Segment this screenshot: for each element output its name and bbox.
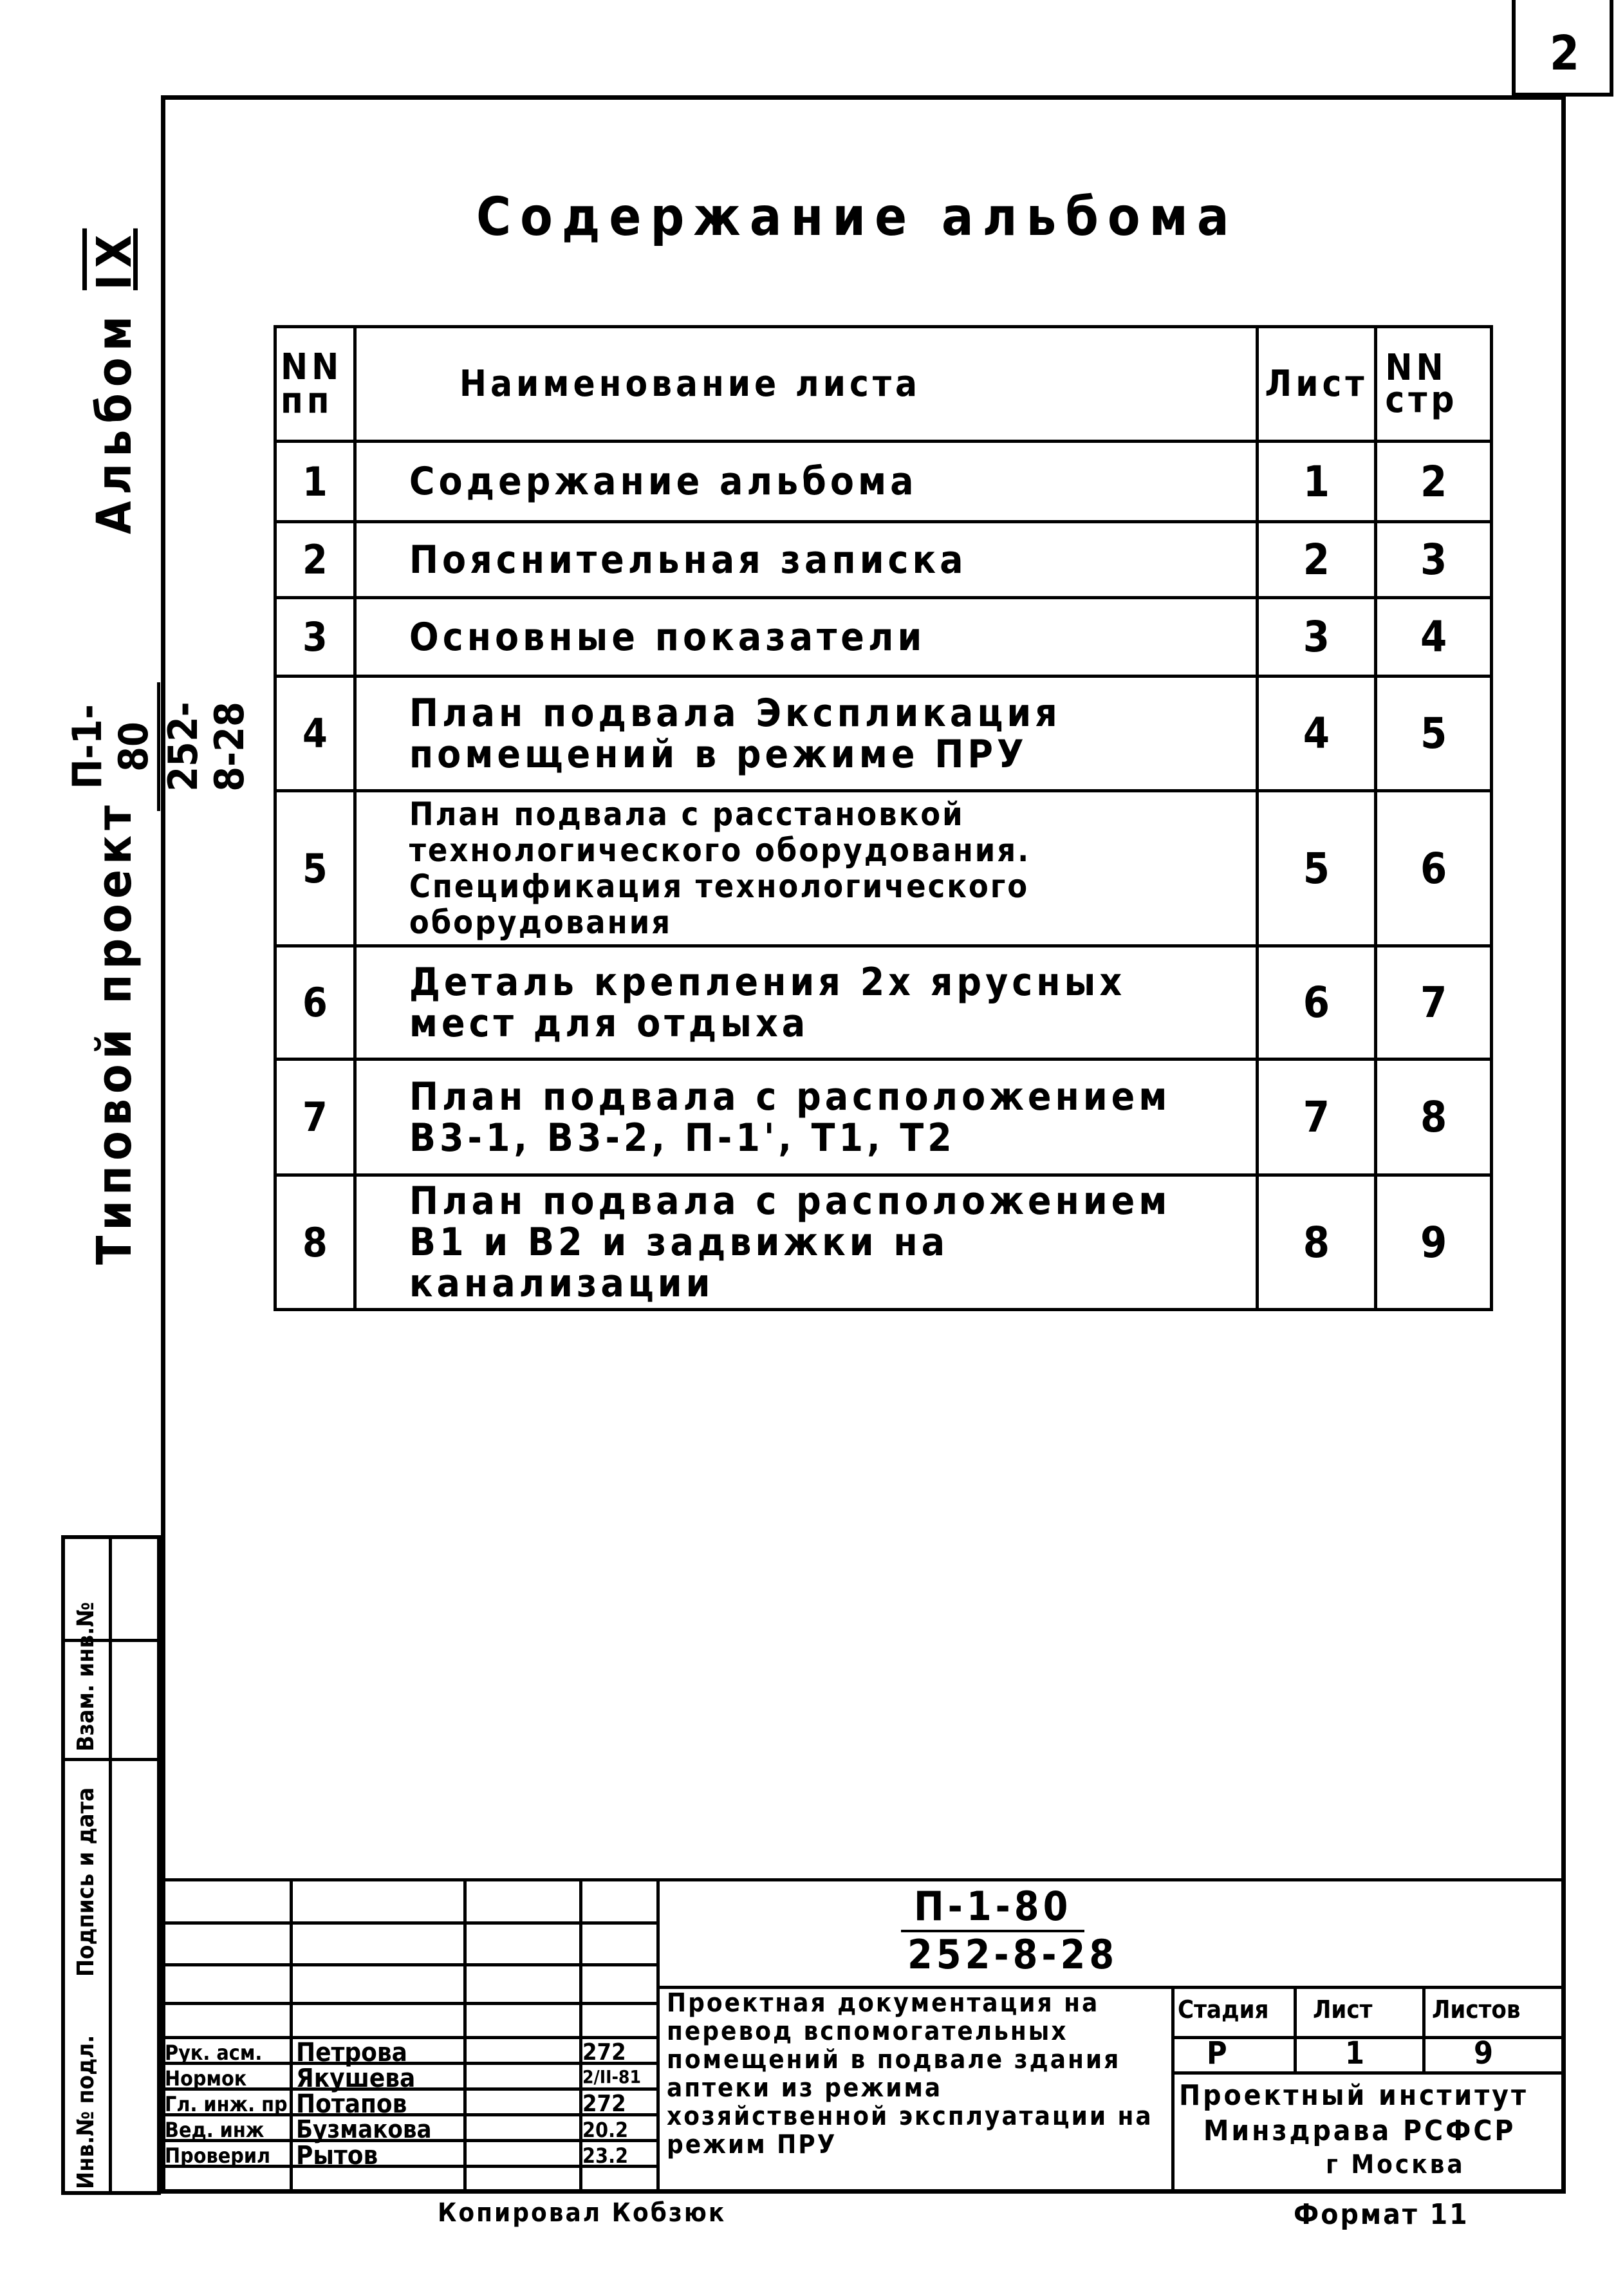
row-number: 6: [275, 946, 355, 1059]
side-album-number: IX: [87, 228, 142, 290]
tb-sheet: 1: [1345, 2035, 1365, 2071]
tb-stage: Р: [1207, 2035, 1227, 2071]
row-page: 3: [1376, 522, 1492, 598]
row-sheet: 7: [1257, 1059, 1376, 1175]
tb-sheets: 9: [1474, 2035, 1494, 2071]
row-number: 5: [275, 791, 355, 946]
table-header-row: [275, 327, 1492, 442]
row-sheet: 2: [1257, 522, 1376, 598]
tb-col: [656, 1878, 660, 2194]
tb-col: [290, 1878, 293, 2194]
side-album: [87, 229, 142, 534]
row-name: Пояснительная записка: [355, 522, 1257, 598]
row-number: 4: [275, 677, 355, 791]
row-name: План подвала Экспликация помещений в режиме ПРУ: [355, 677, 1257, 791]
tb-date: 23.2: [582, 2143, 629, 2168]
row-sheet: 4: [1257, 677, 1376, 791]
tb-col: [1294, 1986, 1297, 2071]
tb-description: Проектная документация на перевод вспомогательных помещений в подвале здания аптеки из режима хозяйственной эксплуатации на режим ПРУ: [667, 1988, 1153, 2160]
page-number-box: [1512, 0, 1613, 97]
tb-name: Потапов: [296, 2089, 407, 2119]
side-code-top: П-1-80: [64, 682, 160, 811]
row-page: 4: [1376, 598, 1492, 677]
stamp-divider: [109, 1539, 112, 2191]
tb-sheets-label: Листов: [1432, 1995, 1521, 2024]
tb-org-line2: Минздрава РСФСР: [1203, 2114, 1516, 2147]
tb-name: Рытов: [296, 2141, 378, 2170]
row-name: План подвала с расстановкой технологического оборудования. Спецификация технологического оборудования: [355, 791, 1257, 946]
header-page: [1376, 327, 1492, 442]
header-name: [355, 327, 1257, 442]
tb-name: Петрова: [296, 2038, 407, 2067]
row-page: 5: [1376, 677, 1492, 791]
row-name: Основные показатели: [355, 598, 1257, 677]
tb-role: Проверил: [165, 2143, 271, 2168]
box-divider: [1610, 0, 1613, 97]
tb-org-line1: Проектный институт: [1179, 2079, 1528, 2112]
tb-col: [1171, 1986, 1175, 2194]
page-number: 2: [1549, 26, 1580, 81]
tb-col: [463, 1878, 467, 2194]
row-number: 8: [275, 1175, 355, 1310]
row-sheet: 6: [1257, 946, 1376, 1059]
side-album-label: Альбом: [87, 309, 142, 534]
tb-code-bottom: 252-8-28: [907, 1931, 1119, 1978]
stamp-vzam: Взам. инв.№: [73, 1601, 99, 1751]
row-name: План подвала с расположением В1 и В2 и задвижки на канализации: [355, 1175, 1257, 1310]
header-sheet-text: Лист: [1265, 363, 1368, 405]
row-number: 7: [275, 1059, 355, 1175]
row-page: 9: [1376, 1175, 1492, 1310]
tb-role: Гл. инж. пр: [165, 2092, 288, 2116]
side-code-bottom: 252-8-28: [160, 702, 253, 792]
table-row: [275, 522, 1492, 598]
footer-format: Формат 11: [1294, 2198, 1469, 2231]
tb-date: 272: [582, 2039, 626, 2066]
header-num: [275, 327, 355, 442]
stamp-sign-date: Подпись и дата: [73, 1787, 99, 1977]
header-page-bottom: стр: [1385, 378, 1458, 421]
table-row: [275, 677, 1492, 791]
header-num-top: NN: [281, 346, 343, 388]
row-number: 2: [275, 522, 355, 598]
table-row: [275, 1059, 1492, 1175]
tb-name: Бузмакова: [296, 2115, 432, 2143]
left-stamp: [61, 1535, 161, 2195]
header-page-top: NN: [1385, 346, 1447, 389]
side-project-code: [64, 682, 253, 811]
footer-copied: Копировал Кобзюк: [438, 2198, 727, 2228]
row-sheet: 8: [1257, 1175, 1376, 1310]
row-number: 3: [275, 598, 355, 677]
table-row: [275, 598, 1492, 677]
contents-table: [274, 325, 1493, 1311]
row-sheet: 1: [1257, 442, 1376, 522]
header-num-bottom: пп: [281, 379, 333, 422]
table-row: [275, 791, 1492, 946]
page-title: Содержание альбома: [476, 187, 1238, 248]
tb-date: 20.2: [582, 2118, 629, 2142]
header-name-text: Наименование листа: [459, 363, 922, 405]
tb-date: 2/II-81: [582, 2066, 641, 2087]
row-page: 6: [1376, 791, 1492, 946]
row-number: 1: [275, 442, 355, 522]
table-row: [275, 946, 1492, 1059]
tb-date: 272: [582, 2091, 626, 2117]
tb-role: Вед. инж: [165, 2118, 265, 2142]
tb-sheet-label: Лист: [1313, 1995, 1373, 2024]
tb-line: [1171, 2071, 1566, 2075]
tb-role: Рук. асм.: [165, 2040, 263, 2065]
tb-org-line3: г Москва: [1326, 2150, 1465, 2179]
row-page: 2: [1376, 442, 1492, 522]
tb-line: [1171, 2036, 1566, 2039]
tb-col: [1422, 1986, 1426, 2071]
row-name: План подвала с расположением В3-1, В3-2, П-1', Т1, Т2: [355, 1059, 1257, 1175]
table-row: [275, 1175, 1492, 1310]
row-name: Содержание альбома: [355, 442, 1257, 522]
row-page: 7: [1376, 946, 1492, 1059]
tb-role: Нормок: [165, 2066, 247, 2091]
tb-stage-label: Стадия: [1178, 1995, 1269, 2024]
side-project-label: Типовой проект: [87, 800, 142, 1265]
row-sheet: 3: [1257, 598, 1376, 677]
header-sheet: [1257, 327, 1376, 442]
row-name: Деталь крепления 2х ярусных мест для отдыха: [355, 946, 1257, 1059]
tb-top-line: [161, 1878, 1566, 1881]
row-page: 8: [1376, 1059, 1492, 1175]
stamp-inv-podl: Инв.№ подл.: [73, 2035, 99, 2189]
table-row: [275, 442, 1492, 522]
tb-name: Якушева: [296, 2064, 416, 2093]
row-sheet: 5: [1257, 791, 1376, 946]
tb-code-top: П-1-80: [901, 1883, 1084, 1932]
